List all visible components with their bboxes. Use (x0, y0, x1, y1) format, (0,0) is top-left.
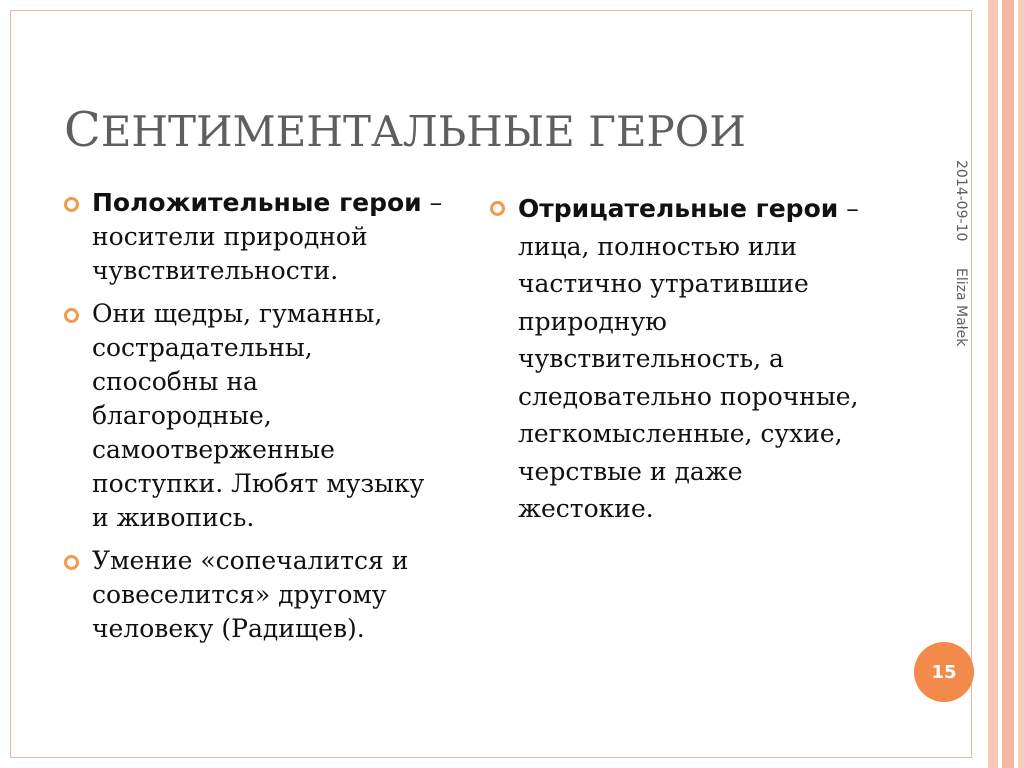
item-text: Они щедры, гуманны, сострадательны, способны на благородные, самоотверженные поступки. Любят музыку и живопись. (92, 299, 425, 532)
item-text: – носители природной чувствительности. (92, 188, 443, 285)
term-negative-heroes: Отрицательные герои (518, 194, 839, 223)
list-item (64, 544, 444, 646)
side-date-label: 2014-09-10 (953, 160, 969, 242)
slide-title (64, 104, 746, 158)
side-author-label: Eliza Małek (953, 268, 969, 347)
decorative-stripe (988, 0, 998, 768)
title-initial: С (64, 102, 101, 158)
term-positive-heroes: Положительные герои (92, 188, 422, 217)
page-number-badge: 15 (914, 642, 974, 702)
decorative-stripe (1002, 0, 1014, 768)
right-column-list (490, 190, 880, 537)
list-item (64, 297, 444, 535)
list-item (490, 190, 880, 528)
list-item (64, 186, 444, 288)
ring-bullet-icon (64, 197, 79, 212)
decorative-stripe (1018, 0, 1024, 768)
ring-bullet-icon (490, 201, 505, 216)
item-text: – лица, полностью или частично утратившие природную чувствительность, а следовательно порочные, легкомысленные, сухие, черствые и даже жестокие. (518, 194, 859, 523)
item-text: Умение «сопечалится и совеселится» другому человеку (Радищев). (92, 546, 409, 643)
ring-bullet-icon (64, 308, 79, 323)
left-column-list (64, 186, 444, 655)
ring-bullet-icon (64, 555, 79, 570)
title-text: ЕНТИМЕНТАЛЬНЫЕ ГЕРОИ (100, 107, 746, 156)
